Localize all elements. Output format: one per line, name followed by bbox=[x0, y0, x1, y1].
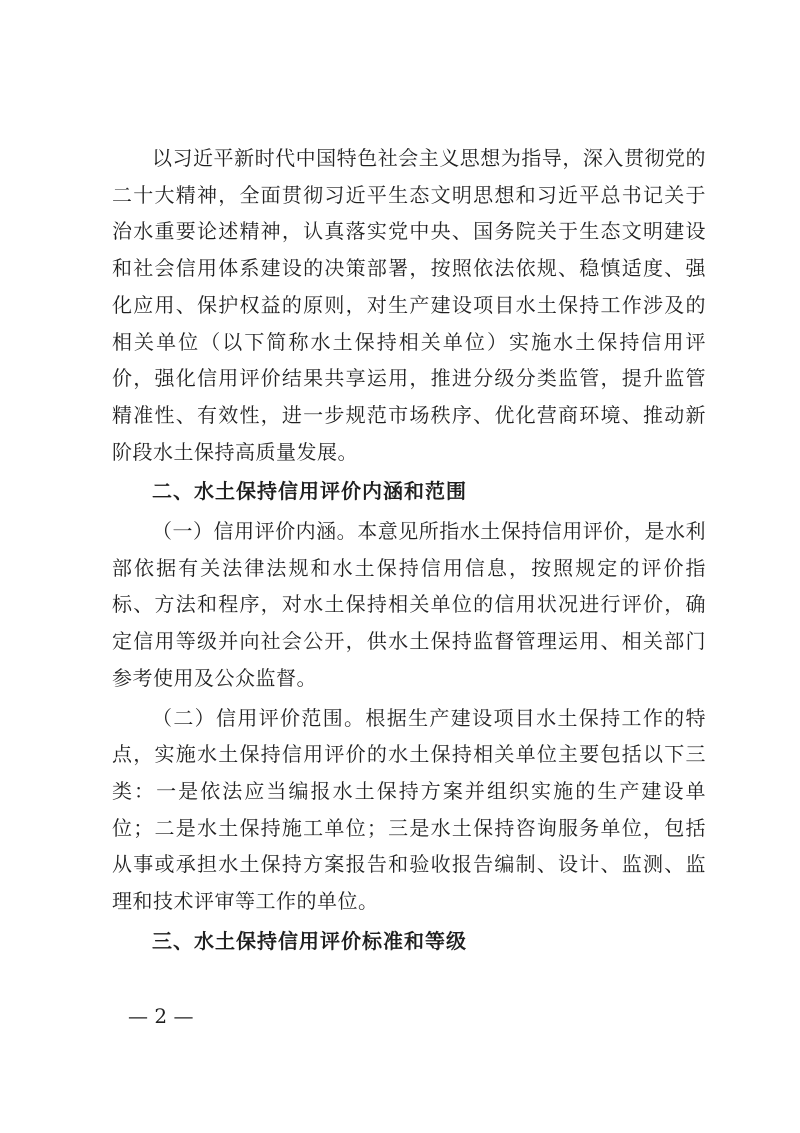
document-body bbox=[112, 140, 706, 959]
paragraph-credit-scope: （二）信用评价范围。根据生产建设项目水土保持工作的特点，实施水土保持信用评价的水土保持相关单位主要包括以下三类：一是依法应当编报水土保持方案并组织实施的生产建设单位；二是水土保持施工单位；三是水土保持咨询服务单位，包括从事或承担水土保持方案报告和验收报告编制、设计、监测、监理和技术评审等工作的单位。 bbox=[112, 705, 706, 914]
page-number: — 2 — bbox=[128, 1004, 194, 1028]
paragraph-credit-connotation: （一）信用评价内涵。本意见所指水土保持信用评价，是水利部依据有关法律法规和水土保持信用信息，按照规定的评价指标、方法和程序，对水土保持相关单位的信用状况进行评价，确定信用等级并向社会公开，供水土保持监督管理运用、相关部门参考使用及公众监督。 bbox=[112, 519, 706, 690]
section-heading-3: 三、水土保持信用评价标准和等级 bbox=[152, 928, 467, 953]
paragraph-guiding-ideology: 以习近平新时代中国特色社会主义思想为指导，深入贯彻党的二十大精神，全面贯彻习近平生态文明思想和习近平总书记关于治水重要论述精神，认真落实党中央、国务院关于生态文明建设和社会信用体系建设的决策部署，按照依法依规、稳慎适度、强化应用、保护权益的原则，对生产建设项目水土保持工作涉及的相关单位（以下简称水土保持相关单位）实施水土保持信用评价，强化信用评价结果共享运用，推进分级分类监管，提升监管精准性、有效性，进一步规范市场秩序、优化营商环境、推动新阶段水土保持高质量发展。 bbox=[112, 146, 706, 464]
section-heading-2: 二、水土保持信用评价内涵和范围 bbox=[152, 479, 467, 504]
